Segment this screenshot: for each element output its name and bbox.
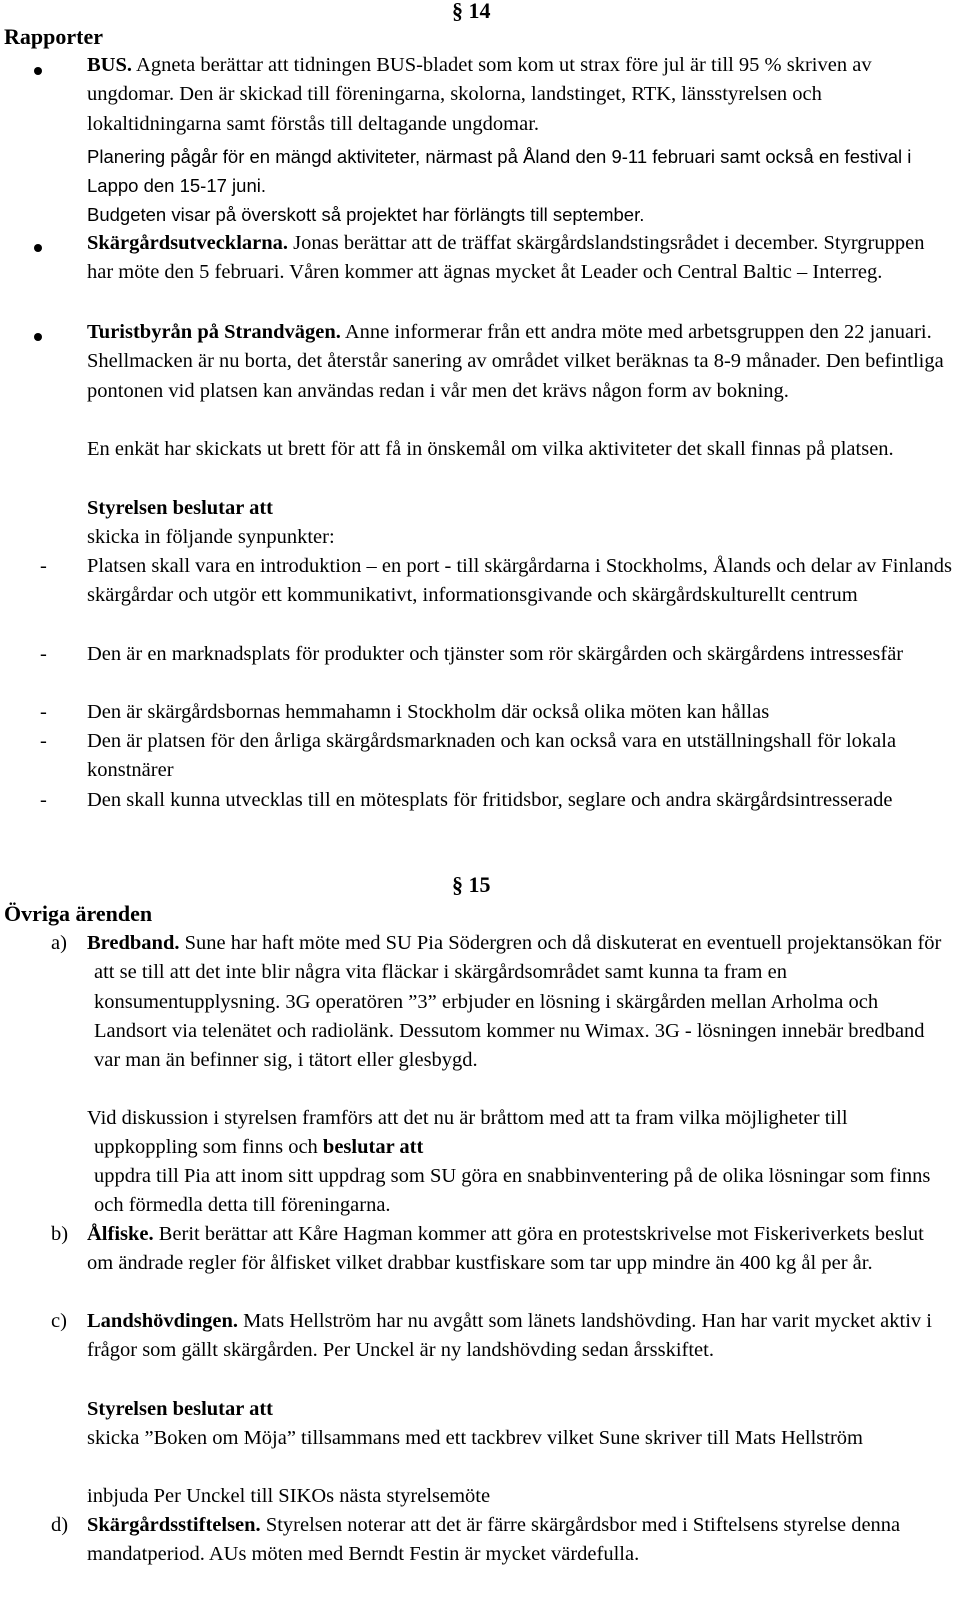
landshovding-text: Mats Hellström har nu avgått som länets landshövding. Han har varit mycket aktiv i frågor som gällt skärgården. Per Unckel är ny landshövding sedan årsskiftet. xyxy=(87,1310,932,1362)
dash-marker: - xyxy=(40,730,47,752)
bredband-discussion-text: Vid diskussion i styrelsen framförs att det nu är bråttom med att ta fram vilka möjligheter till uppkoppling som finns och xyxy=(87,1107,848,1159)
landshovding-decision: Styrelsen beslutar att xyxy=(87,1398,274,1420)
point-item: Den är skärgårdsbornas hemmahamn i Stockholm där också olika möten kan hållas xyxy=(87,701,770,723)
landshovding-label: Landshövdingen. xyxy=(87,1310,238,1332)
point-item: Den skall kunna utvecklas till en mötesplats för fritidsbor, seglare och andra skärgårdsintresserade xyxy=(87,789,893,811)
item-marker: b) xyxy=(51,1223,69,1245)
turist-report xyxy=(87,318,953,406)
point-item: Den är en marknadsplats för produkter och tjänster som rör skärgården och skärgårdens intressesfär xyxy=(87,643,904,665)
bullet-icon xyxy=(34,244,42,252)
skargard-report xyxy=(87,229,953,288)
turist-decision: Styrelsen beslutar att xyxy=(87,497,274,519)
bredband-decision-text: uppdra till Pia att inom sitt uppdrag som SU göra en snabbinventering på de olika lösningar som finns och förmedla detta till föreningarna. xyxy=(94,1165,931,1217)
turist-decision-text: skicka in följande synpunkter: xyxy=(87,526,335,548)
stiftelsen-item xyxy=(87,1511,953,1570)
alfiske-text: Berit berättar att Kåre Hagman kommer att göra en protestskrivelse mot Fiskeriverkets beslut om ändrade regler för ålfisket vilket drabbar kustfiskare som tar upp mindre än 400 kg ål per år. xyxy=(87,1223,924,1275)
item-marker: d) xyxy=(51,1514,69,1536)
landshovding-decision-text-2: inbjuda Per Unckel till SIKOs nästa styrelsemöte xyxy=(87,1485,491,1507)
bullet-icon xyxy=(34,333,42,341)
point-item: Platsen skall vara en introduktion – en port - till skärgårdarna i Stockholms, Ålands och delar av Finlands skärgårdar och utgör ett kommunikativt, informationsgivande och skärgårdskulturellt centrum xyxy=(87,555,953,607)
stiftelsen-label: Skärgårdsstiftelsen. xyxy=(87,1514,261,1536)
turist-text: Anne informerar från ett andra möte med arbetsgruppen den 22 januari. Shellmacken är nu borta, det återstår sanering av området vilket beräknas ta 8-9 månader. Den befintliga pontonen vid platsen kan användas redan i vår men det krävs någon form av bokning. xyxy=(87,321,944,402)
skargard-label: Skärgårdsutvecklarna. xyxy=(87,232,289,254)
bus-text: Agneta berättar att tidningen BUS-bladet som kom ut strax före jul är till 95 % skriven av ungdomar. Den är skickad till föreningarna, skolorna, landstinget, RTK, länsstyrelsen och lokaltidningarna samt förstås till deltagande ungdomar. xyxy=(87,54,872,135)
section-heading: Övriga ärenden xyxy=(4,901,153,926)
bredband-decision: beslutar att xyxy=(322,1136,424,1159)
dash-marker: - xyxy=(40,789,47,811)
bus-planning: Planering pågår för en mängd aktiviteter, närmast på Åland den 9-11 februari samt också en festival i Lappo den 15-17 juni. xyxy=(87,146,912,197)
skargard-text: Jonas berättar att de träffat skärgårdslandstingsrådet i december. Styrgruppen har möte den 5 februari. Våren kommer att ägnas mycket åt Leader och Central Baltic – Interreg. xyxy=(87,232,925,284)
bredband-discussion xyxy=(87,1104,953,1163)
section-number: § 15 xyxy=(452,872,491,897)
landshovding-decision-text-1: skicka ”Boken om Möja” tillsammans med ett tackbrev vilket Sune skriver till Mats Hellström xyxy=(87,1427,863,1449)
point-item: Den är platsen för den årliga skärgårdsmarknaden och kan också vara en utställningshall för lokala konstnärer xyxy=(87,730,897,782)
bullet-icon xyxy=(34,67,42,75)
alfiske-item xyxy=(87,1220,953,1279)
bredband-text: Sune har haft möte med SU Pia Södergren och då diskuterat en eventuell projektansökan för att se till att det inte blir några vita fläckar i skärgårdsområdet samt kunna ta fram en konsumentupplysning. 3G operatören ”3” erbjuder en lösning i skärgården mellan Arholma och Landsort via telenätet och radiolänk. Dessutom kommer nu Wimax. 3G - lösningen innebär bredband var man än befinner sig, i tätort eller glesbygd. xyxy=(94,932,942,1072)
dash-marker: - xyxy=(40,701,47,723)
item-marker: a) xyxy=(51,932,67,954)
stiftelsen-text: Styrelsen noterar att det är färre skärgårdsbor med i Stiftelsens styrelse denna mandatperiod. AUs möten med Berndt Festin är mycket värdefulla. xyxy=(87,1514,901,1566)
dash-marker: - xyxy=(40,555,47,577)
turist-survey: En enkät har skickats ut brett för att få in önskemål om vilka aktiviteter det skall finnas på platsen. xyxy=(87,438,894,460)
landshovding-item xyxy=(87,1307,953,1366)
bus-budget: Budgeten visar på överskott så projektet har förlängts till september. xyxy=(87,204,645,225)
bredband-label: Bredband. xyxy=(87,932,180,954)
bredband-item xyxy=(87,929,953,1075)
bus-report xyxy=(87,51,953,139)
alfiske-label: Ålfiske. xyxy=(87,1223,154,1245)
dash-marker: - xyxy=(40,643,47,665)
item-marker: c) xyxy=(51,1310,67,1332)
bus-label: BUS. xyxy=(87,54,133,76)
turist-label: Turistbyrån på Strandvägen. xyxy=(87,321,341,343)
section-number: § 14 xyxy=(452,0,491,23)
section-heading: Rapporter xyxy=(4,24,103,49)
